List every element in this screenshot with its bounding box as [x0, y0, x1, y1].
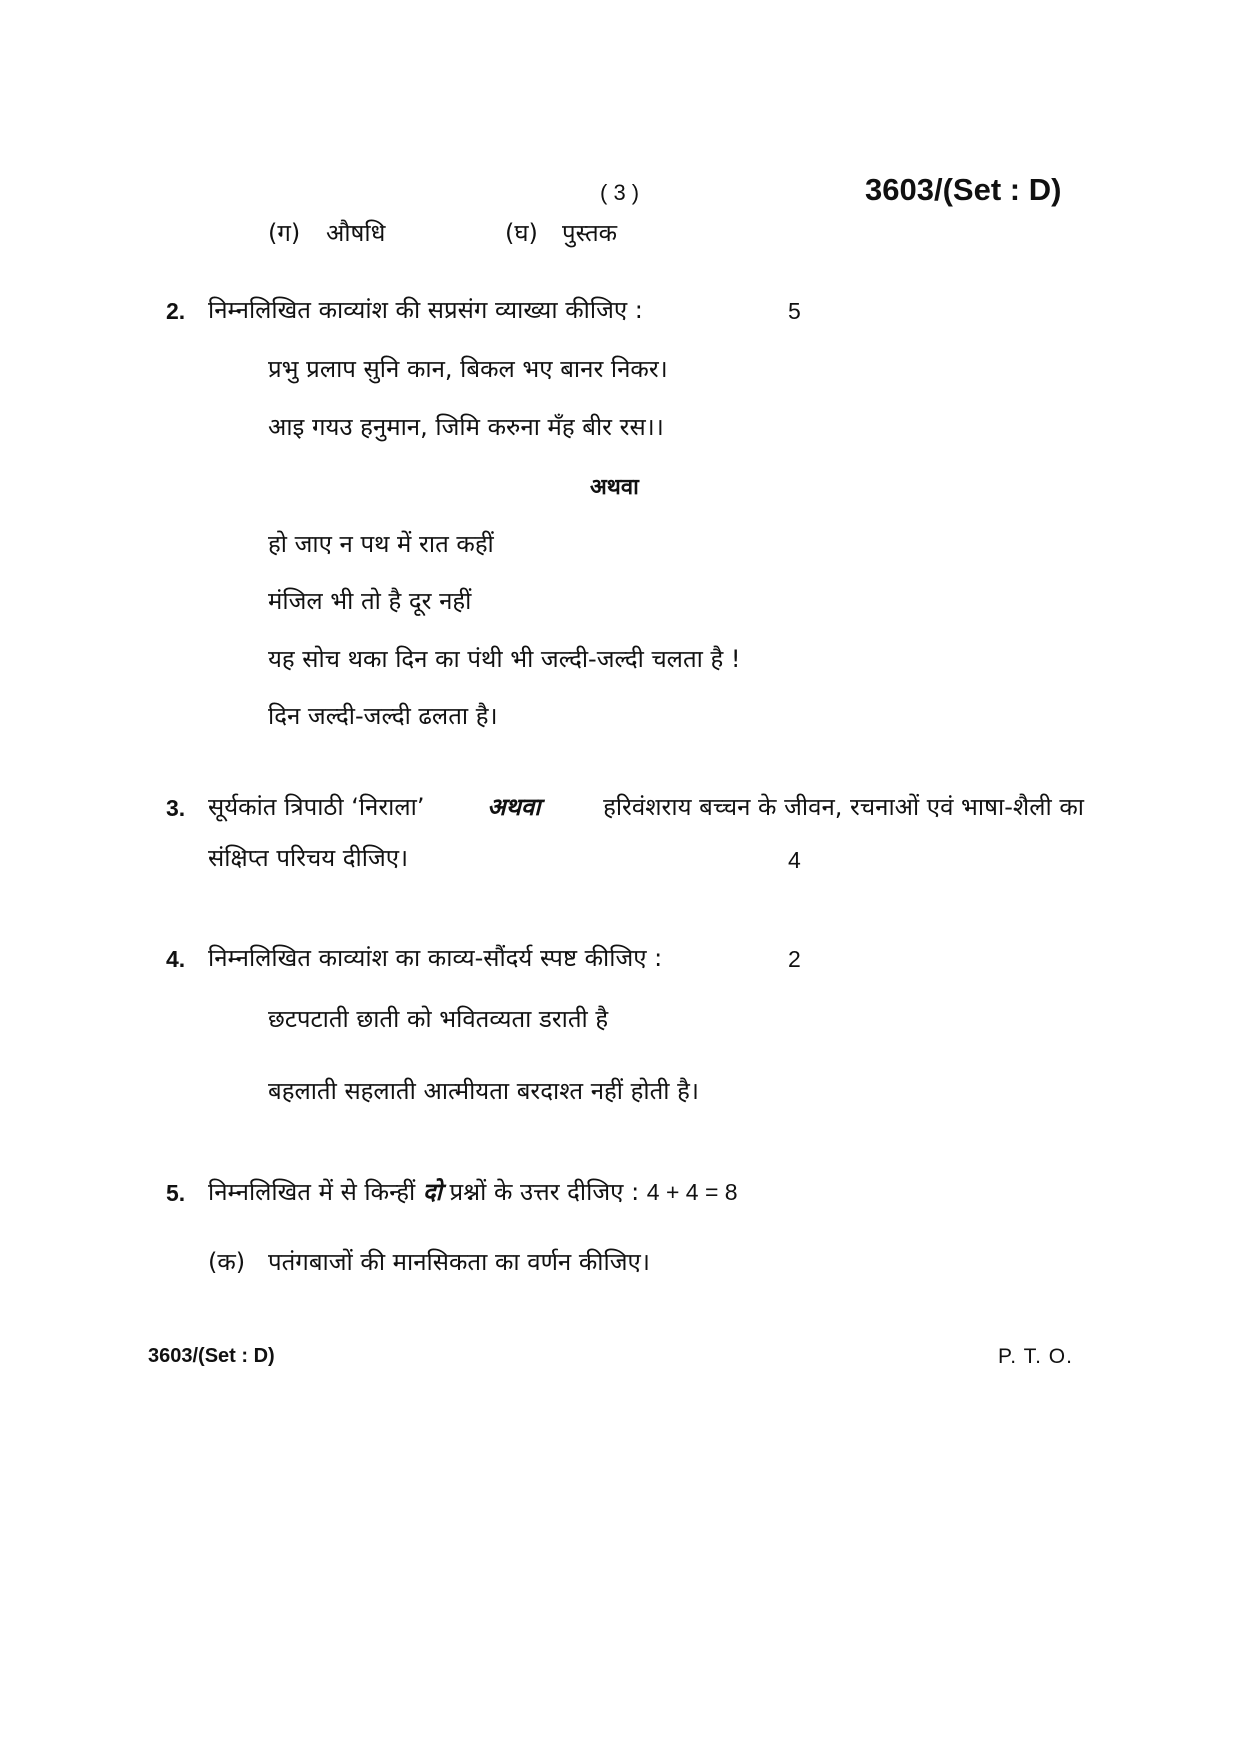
question-3-text-b: हरिवंशराय बच्चन के जीवन, रचनाओं एवं भाषा-शैली का	[603, 793, 1084, 821]
option-d-label: (घ)	[505, 219, 538, 247]
q4-verse-line2: बहलाती सहलाती आत्मीयता बरदाश्त नहीं होती है।	[268, 1077, 699, 1105]
question-5-text-a: निम्नलिखित में से किन्हीं	[208, 1178, 416, 1206]
page-number: ( 3 )	[600, 180, 640, 205]
question-2-marks: 5	[788, 298, 801, 324]
question-3-text-a: सूर्यकांत त्रिपाठी ‘निराला’	[208, 793, 425, 821]
q2-or-divider: अथवा	[590, 475, 639, 500]
please-turn-over: P. T. O.	[998, 1345, 1073, 1368]
question-4-marks: 2	[788, 946, 801, 972]
q5-sub-a-label: (क)	[208, 1248, 246, 1276]
option-d-text: पुस्तक	[562, 219, 618, 247]
question-2-number: 2.	[166, 298, 186, 324]
question-3-or: अथवा	[487, 793, 541, 821]
question-4-text: निम्नलिखित काव्यांश का काव्य-सौंदर्य स्पष्ट कीजिए :	[208, 944, 663, 972]
q2-verse2-line2: मंजिल भी तो है दूर नहीं	[268, 587, 472, 615]
question-5-marks: 4 + 4 = 8	[646, 1179, 738, 1205]
q2-verse2-line1: हो जाए न पथ में रात कहीं	[268, 530, 494, 558]
q2-verse1-line2: आइ गयउ हनुमान, जिमि करुना मँह बीर रस।।	[268, 413, 664, 441]
question-5-text-b: प्रश्नों के उत्तर दीजिए :	[449, 1178, 640, 1206]
question-5-line	[208, 1176, 738, 1208]
option-c-text: औषधि	[326, 219, 386, 247]
option-c-label: (ग)	[268, 219, 301, 247]
question-3-line1	[208, 791, 1084, 823]
q5-sub-a-text: पतंगबाजों की मानसिकता का वर्णन कीजिए।	[268, 1248, 650, 1276]
paper-code-header: 3603/(Set : D)	[865, 172, 1062, 207]
q2-verse2-line3: यह सोच थका दिन का पंथी भी जल्दी-जल्दी चलता है !	[268, 645, 741, 673]
question-2-text: निम्नलिखित काव्यांश की सप्रसंग व्याख्या कीजिए :	[208, 296, 643, 324]
question-3-text-c: संक्षिप्त परिचय दीजिए।	[208, 844, 409, 872]
question-5-number: 5.	[166, 1180, 186, 1206]
paper-code-footer: 3603/(Set : D)	[148, 1345, 275, 1367]
question-3-marks: 4	[788, 847, 801, 873]
question-3-number: 3.	[166, 795, 186, 821]
q2-verse2-line4: दिन जल्दी-जल्दी ढलता है।	[268, 702, 498, 730]
question-4-number: 4.	[166, 946, 186, 972]
q2-verse1-line1: प्रभु प्रलाप सुनि कान, बिकल भए बानर निकर।	[268, 355, 668, 383]
question-5-emphasis: दो	[422, 1178, 442, 1206]
q4-verse-line1: छटपटाती छाती को भवितव्यता डराती है	[268, 1005, 609, 1033]
